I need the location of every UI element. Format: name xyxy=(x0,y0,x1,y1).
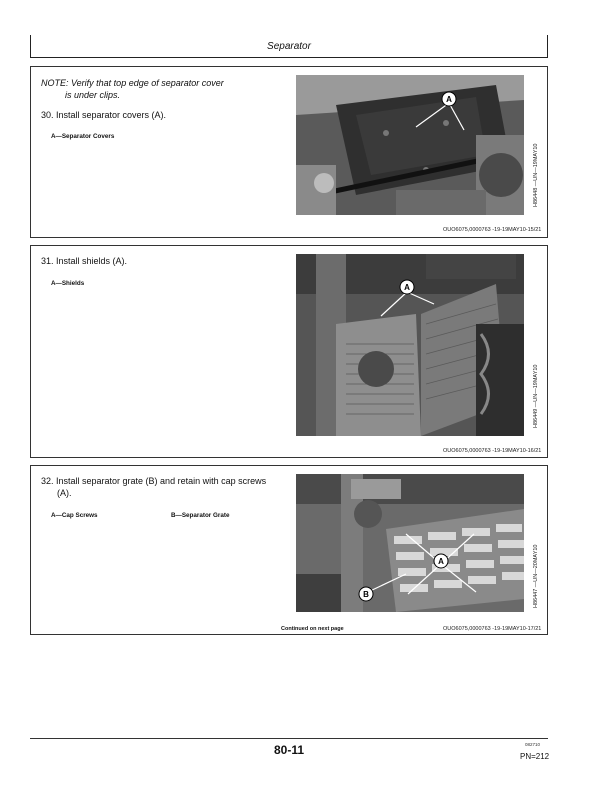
note-line-1: NOTE: Verify that top edge of separator cover xyxy=(41,78,224,88)
legend-separator-covers: A—Separator Covers xyxy=(51,133,115,140)
note-line-2: is under clips. xyxy=(65,90,121,100)
side-code: H86449 —UN—19MAY10 xyxy=(533,364,539,428)
photo-separator-covers xyxy=(296,75,524,215)
legend-shields: A—Shields xyxy=(51,280,85,287)
step-31-instruction: 31. Install shields (A). xyxy=(41,256,128,266)
side-code: H86447 —UN—20MAY10 xyxy=(533,544,539,608)
continued-note: Continued on next page xyxy=(281,626,344,632)
ref-code: OUO6075,0000763 -19-19MAY10-17/21 xyxy=(443,626,542,632)
step-block-30 xyxy=(30,66,548,238)
page-number: 80-11 xyxy=(273,743,305,757)
side-code: H86448 —UN—19MAY10 xyxy=(533,143,539,207)
ref-code: OUO6075,0000763 -19-19MAY10-16/21 xyxy=(443,448,542,454)
header-bottom-rule xyxy=(30,57,548,58)
pn-label: PN=212 xyxy=(520,752,550,761)
callout-a: A xyxy=(446,95,452,104)
legend-cap-screws: A—Cap Screws xyxy=(51,512,98,519)
callout-a: A xyxy=(404,283,410,292)
callout-a: A xyxy=(438,557,444,566)
step-block-31 xyxy=(30,245,548,458)
photo-separator-grate xyxy=(296,474,524,612)
step-32-instruction-line-2: (A). xyxy=(57,488,72,498)
footer-small-code: 082710 xyxy=(525,742,541,747)
ref-code: OUO6075,0000763 -19-19MAY10-15/21 xyxy=(443,227,542,233)
step-32-instruction-line-1: 32. Install separator grate (B) and retain with cap screws xyxy=(41,476,267,486)
step-block-32 xyxy=(30,465,548,635)
footer-rule xyxy=(30,738,548,739)
callout-b: B xyxy=(363,590,369,599)
section-title: Separator xyxy=(267,41,311,52)
photo-shields xyxy=(296,254,524,436)
legend-separator-grate: B—Separator Grate xyxy=(171,512,230,519)
step-30-instruction: 30. Install separator covers (A). xyxy=(41,110,167,120)
